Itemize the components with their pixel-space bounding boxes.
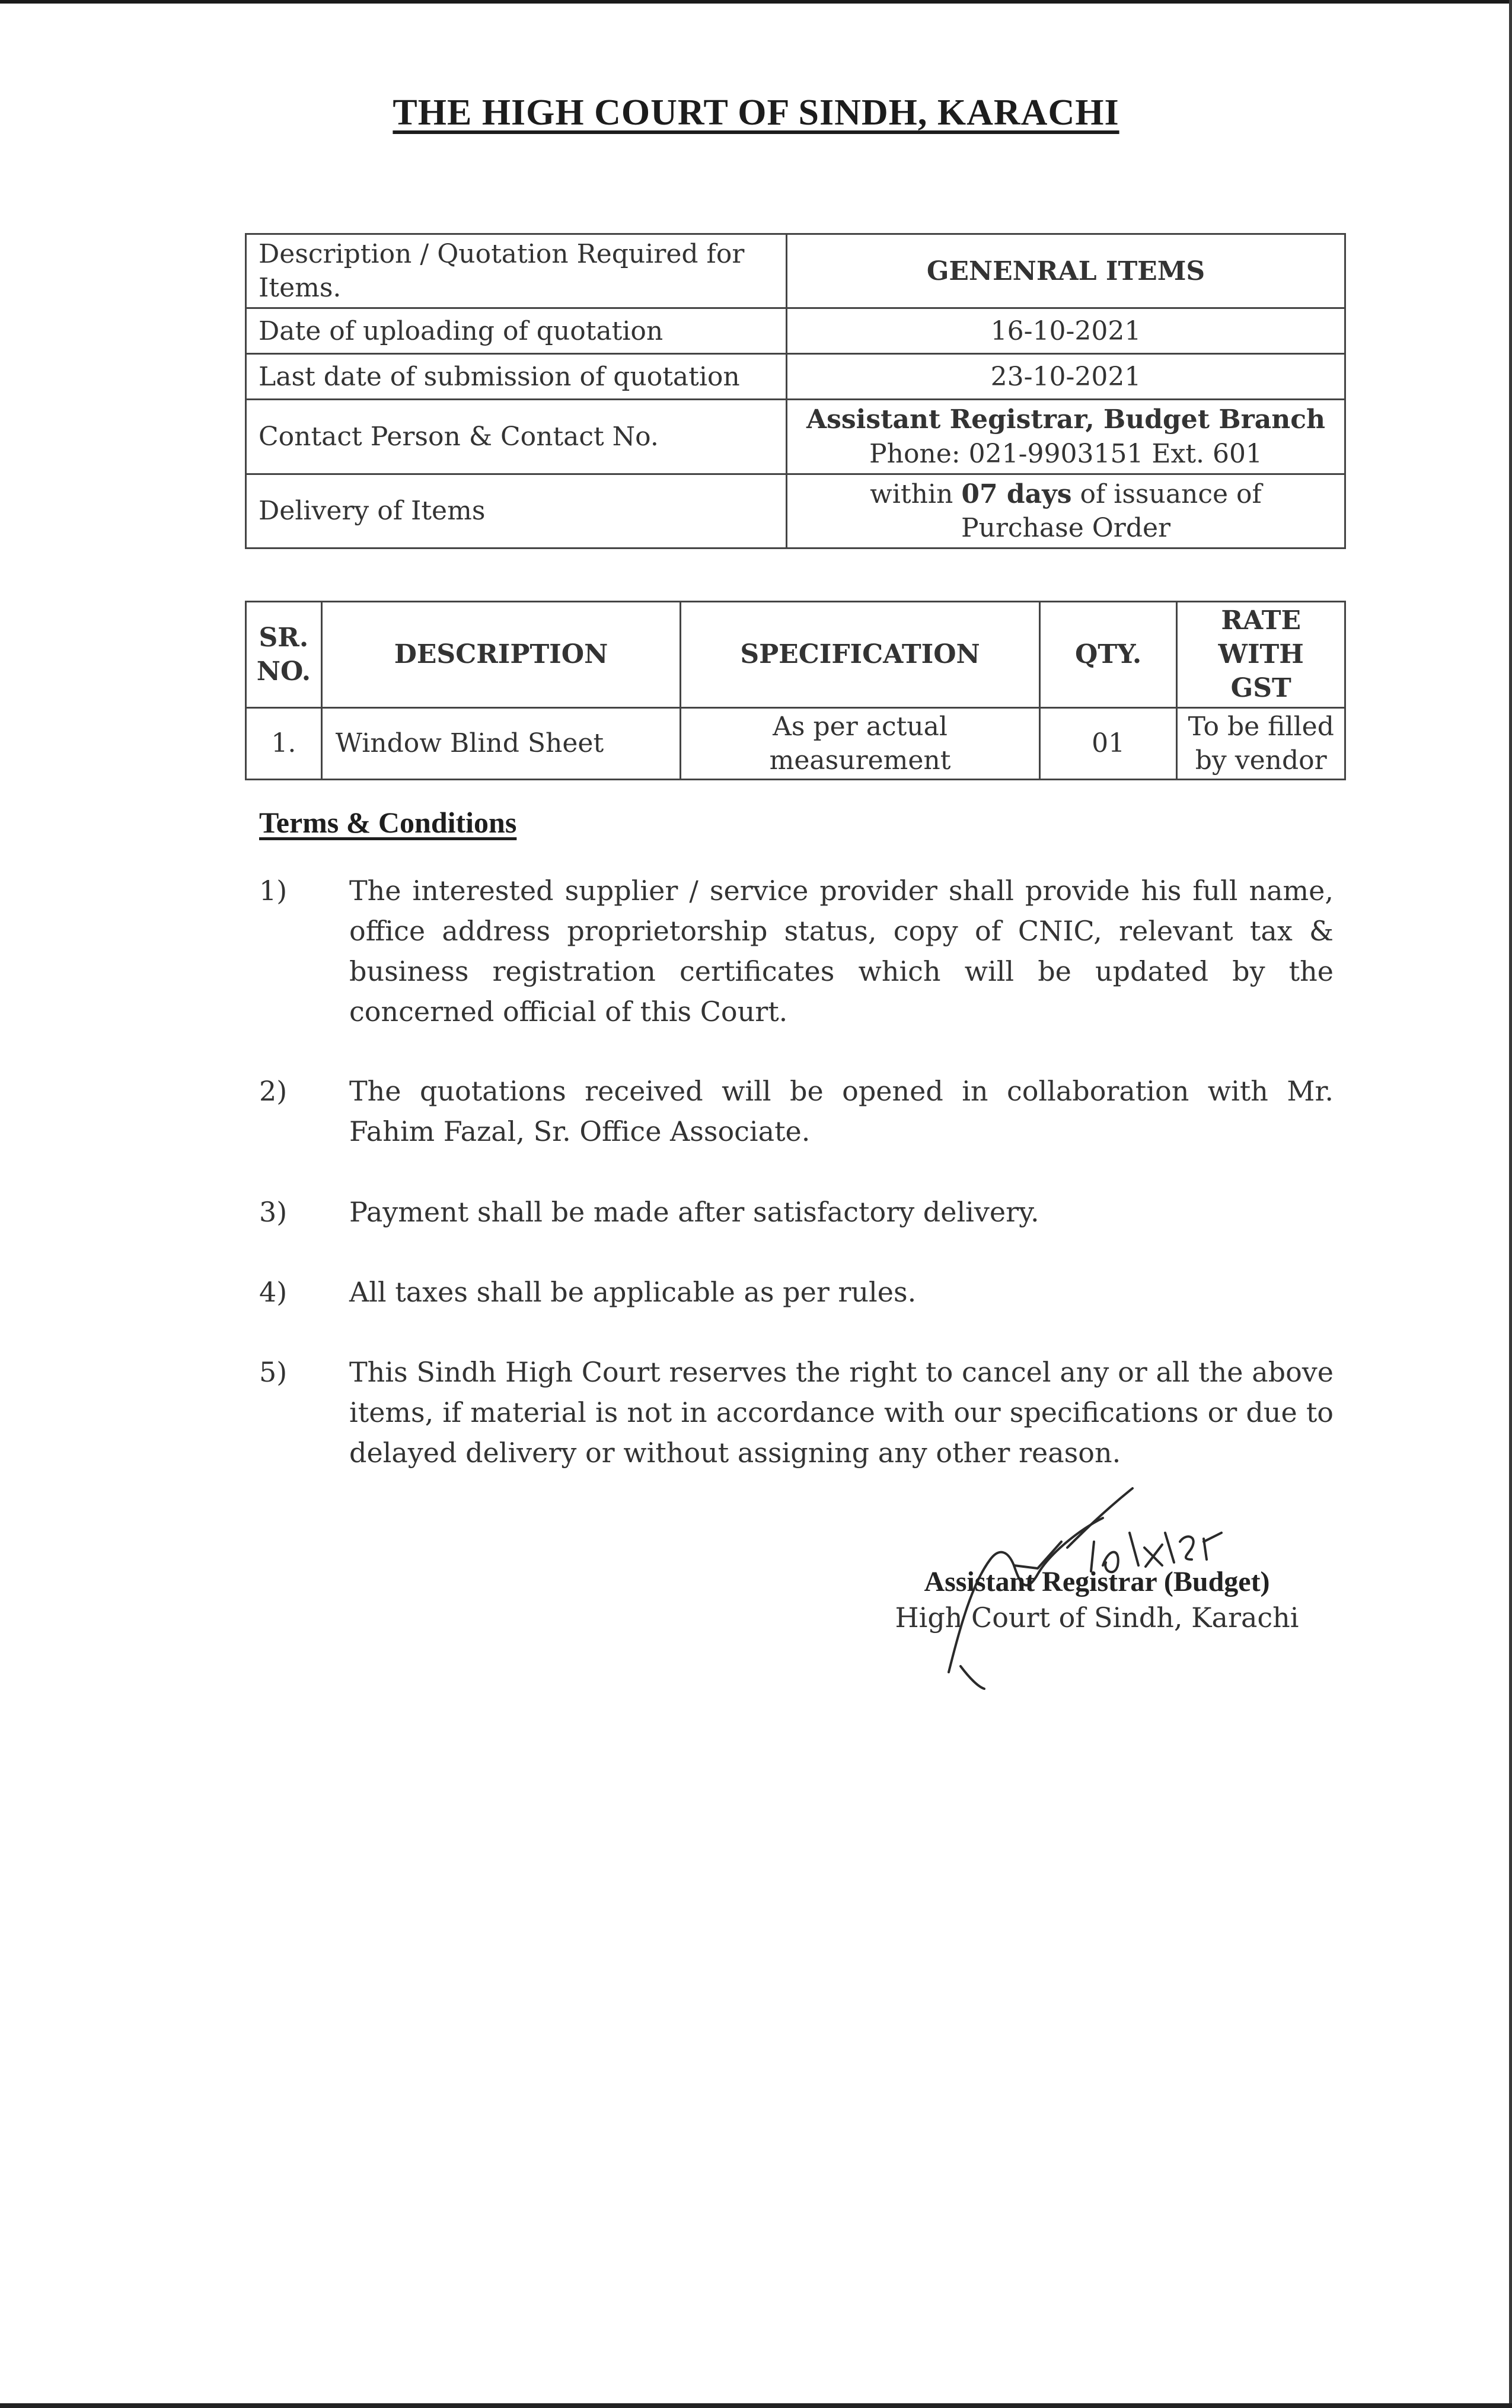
quotation-info-table (245, 233, 1346, 549)
info-label: Delivery of Items (246, 474, 787, 548)
scan-edge-top (0, 0, 1512, 4)
header-specification: SPECIFICATION (681, 602, 1040, 708)
term-text: The interested supplier / service provider shall provide his full name, office address proprietorship status, copy of CNIC, relevant tax & business registration certificates which will be updated by the concerned official of this Court. (349, 875, 1334, 1028)
term-number: 4) (259, 1276, 288, 1308)
delivery-line2: Purchase Order (961, 512, 1171, 543)
document-title: THE HIGH COURT OF SINDH, KARACHI (393, 93, 1119, 133)
term-text: Payment shall be made after satisfactory delivery. (349, 1196, 1039, 1228)
terms-heading: Terms & Conditions (259, 806, 517, 839)
signature-date-21 (1180, 1536, 1207, 1559)
info-row (246, 474, 1345, 548)
term-number: 3) (259, 1196, 288, 1228)
signature-slash-2 (1165, 1533, 1174, 1562)
cell-rate: To be filled by vendor (1177, 707, 1345, 779)
term-number: 5) (259, 1356, 288, 1388)
cell-sr-no: 1. (246, 707, 322, 779)
term-text: This Sindh High Court reserves the right to cancel any or all the above items, if material is not in accordance with our specifications or due to delayed delivery or without assigning any other reason. (349, 1356, 1334, 1469)
header-qty: QTY. (1039, 602, 1177, 708)
delivery-post: of issuance of (1071, 479, 1262, 509)
cell-description: Window Blind Sheet (321, 707, 681, 779)
header-sr-no: SR. NO. (246, 602, 322, 708)
info-label: Description / Quotation Required for Items. (246, 234, 787, 308)
info-value (787, 400, 1345, 474)
info-row (246, 234, 1345, 308)
items-header-row (246, 602, 1345, 708)
scan-edge-bottom (0, 2403, 1512, 2408)
contact-phone: Phone: 021-9903151 Ext. 601 (869, 438, 1262, 469)
signature-date-x (1144, 1545, 1162, 1567)
signature-tail (1204, 1533, 1221, 1542)
signature-date-text: 14/x/21 (1174, 1512, 1176, 1513)
table-row (246, 707, 1345, 779)
cell-qty: 01 (1039, 707, 1177, 779)
cell-specification: As per actual measurement (681, 707, 1040, 779)
info-value: 23-10-2021 (787, 354, 1345, 400)
term-text: The quotations received will be opened in collaboration with Mr. Fahim Fazal, Sr. Office Associate. (349, 1075, 1334, 1147)
signature-slash-1 (1130, 1533, 1138, 1565)
items-table (245, 601, 1346, 780)
contact-person: Assistant Registrar, Budget Branch (806, 404, 1326, 435)
header-rate: RATE WITH GST (1177, 602, 1345, 708)
scan-edge-right (1509, 0, 1512, 2408)
signature-descender (961, 1666, 984, 1689)
info-label: Date of uploading of quotation (246, 308, 787, 354)
header-description: DESCRIPTION (321, 602, 681, 708)
term-number: 2) (259, 1075, 288, 1107)
info-label: Contact Person & Contact No. (246, 400, 787, 474)
signatory-organization: High Court of Sindh, Karachi (895, 1602, 1299, 1634)
term-number: 1) (259, 875, 288, 907)
delivery-line1 (799, 477, 1332, 511)
signature-stroke-3 (1067, 1488, 1133, 1548)
info-value (787, 474, 1345, 548)
signature-block (830, 1565, 1364, 1634)
info-value: 16-10-2021 (787, 308, 1345, 354)
info-row (246, 400, 1345, 474)
info-row (246, 308, 1345, 354)
info-label: Last date of submission of quotation (246, 354, 787, 400)
signatory-title: Assistant Registrar (Budget) (924, 1566, 1270, 1597)
info-value: GENENRAL ITEMS (787, 234, 1345, 308)
term-text: All taxes shall be applicable as per rules. (349, 1276, 917, 1308)
delivery-days: 07 days (961, 479, 1072, 509)
delivery-pre: within (870, 479, 962, 509)
info-row (246, 354, 1345, 400)
